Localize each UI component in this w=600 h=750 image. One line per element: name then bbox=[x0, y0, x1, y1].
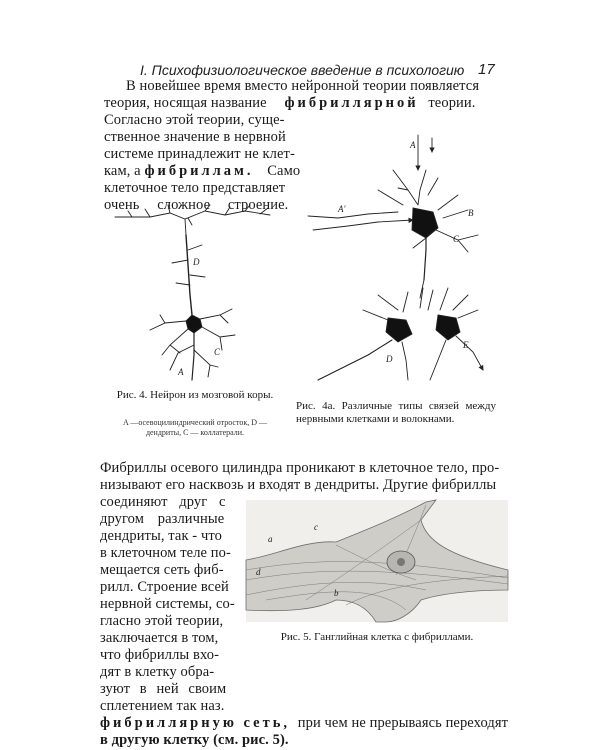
text-line: ственное значение в нервной bbox=[104, 129, 286, 145]
fig5-label-d: d bbox=[256, 567, 261, 577]
figure-4-neuron-drawing bbox=[110, 205, 280, 385]
fig5-label-c: c bbox=[314, 522, 318, 532]
text-line: заключается в том, bbox=[100, 630, 219, 646]
fig4-label-a: A bbox=[178, 367, 184, 377]
fig4a-label-c: C bbox=[453, 234, 460, 244]
fig4a-label-a: A bbox=[410, 140, 416, 150]
fig4a-label-d: D bbox=[386, 354, 393, 364]
text-line: системе принадлежит не клет- bbox=[104, 146, 295, 162]
text-line bbox=[104, 95, 504, 112]
fig4a-label-b: B bbox=[468, 208, 474, 218]
fig5-label-a: a bbox=[268, 534, 273, 544]
text-line: что фибриллы вхо- bbox=[100, 647, 220, 663]
fig4-label-d: D bbox=[193, 257, 200, 267]
text-span: кам, а bbox=[104, 163, 141, 179]
text-line: зуют в ней своим bbox=[100, 681, 227, 697]
text-line: Согласно этой теории, суще- bbox=[104, 112, 285, 128]
text-line: низывают его насквозь и входят в дендриты. Другие фибриллы bbox=[100, 477, 497, 493]
text-line: в клеточном теле по- bbox=[100, 545, 231, 561]
fig5-label-b: b bbox=[334, 588, 339, 598]
text-line: дят в клетку обра- bbox=[100, 664, 215, 680]
fig4a-label-e: E bbox=[463, 340, 469, 350]
text-line: другом различные bbox=[100, 511, 225, 527]
text-span: теория, носящая название bbox=[104, 95, 267, 111]
figure-4a-connections-drawing bbox=[308, 130, 508, 390]
text-line: клеточное тело представляет bbox=[104, 180, 286, 196]
text-line: очень сложное строение. bbox=[104, 197, 289, 213]
figure-5-caption: Рис. 5. Ганглийная клетка с фибриллами. bbox=[280, 631, 474, 643]
text-span: при чем не прерываясь переходят bbox=[297, 715, 509, 731]
text-line: соединяют друг с bbox=[100, 494, 226, 510]
figure-5-ganglion-cell-drawing bbox=[246, 500, 508, 622]
figure-4a-caption: Рис. 4а. Различные типы связей между нервными клетками и волокнами. bbox=[296, 400, 496, 425]
text-line: нервной системы, со- bbox=[100, 596, 235, 612]
text-line: гласно этой теории, bbox=[100, 613, 224, 629]
text-line: рилл. Строение всей bbox=[100, 579, 229, 595]
text-span: теории. bbox=[428, 95, 476, 111]
fig4a-label-a-prime: A' bbox=[338, 204, 346, 214]
text-line bbox=[100, 715, 510, 732]
page-number: 17 bbox=[478, 61, 495, 78]
text-line: мещается сеть фиб- bbox=[100, 562, 224, 578]
text-line: дендриты, так - что bbox=[100, 528, 222, 544]
fig4-label-c: C bbox=[214, 347, 221, 357]
text-span: Само bbox=[267, 163, 301, 179]
figure-4-legend: A —осевоцилиндрический отросток, D — дендриты, C — коллатерали. bbox=[123, 418, 267, 437]
emphasis-fibrillar-network: фибриллярную сеть, bbox=[100, 715, 291, 731]
emphasis-fibrils: фибриллам. bbox=[144, 163, 254, 179]
emphasis-fibrillar: фибриллярной bbox=[284, 95, 419, 111]
text-line: Фибриллы осевого цилиндра проникают в клеточное тело, про- bbox=[100, 460, 500, 476]
text-line: сплетением так наз. bbox=[100, 698, 225, 714]
page-header-title: I. Психофизиологическое введение в психологию bbox=[140, 62, 465, 78]
text-line: в другую клетку (см. рис. 5). bbox=[100, 732, 289, 748]
figure-4-caption: Рис. 4. Нейрон из мозговой коры. bbox=[116, 389, 274, 401]
text-line: В новейшее время вместо нейронной теории появляется bbox=[126, 78, 480, 94]
